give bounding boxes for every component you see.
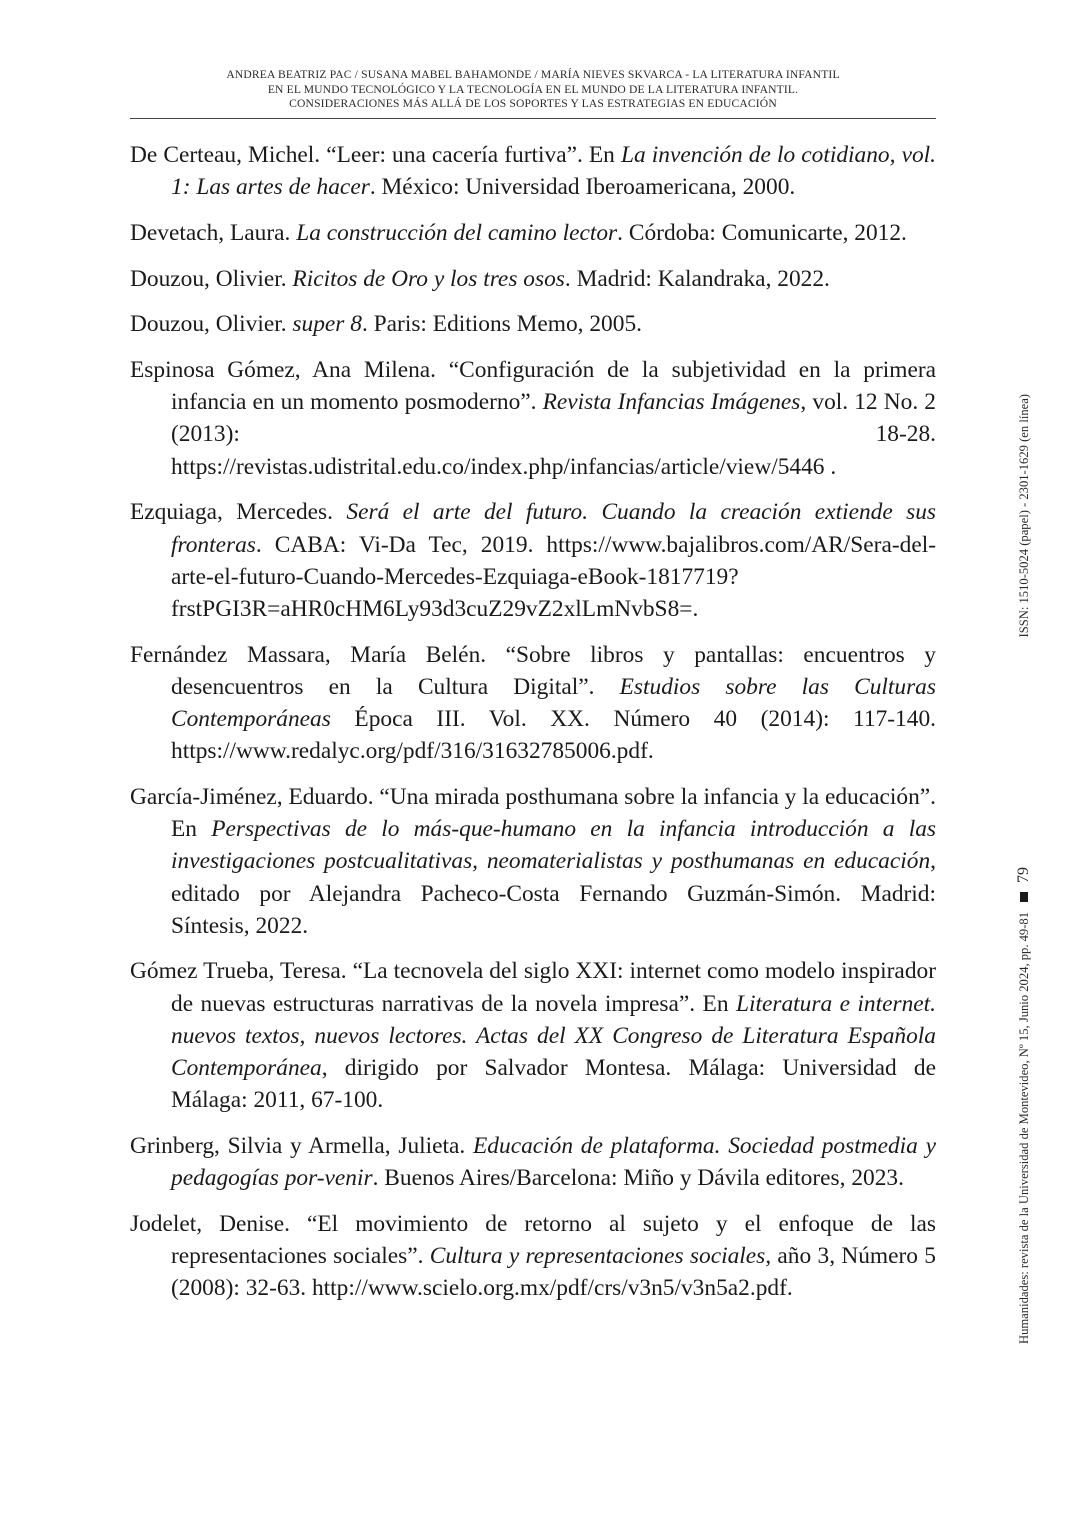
- reference-title: Educación de plataforma. Sociedad postmedia y pedagogías por-venir: [171, 1132, 936, 1192]
- reference-text: , dirigido por Salvador Montesa. Málaga: Universidad de Málaga: 2011, 67-100.: [171, 1055, 936, 1114]
- reference-text: Devetach, Laura.: [130, 219, 297, 246]
- reference-entry: [130, 263, 936, 295]
- reference-text: Ezquiaga, Mercedes.: [130, 499, 347, 526]
- reference-text: Grinberg, Silvia y Armella, Julieta.: [130, 1132, 474, 1159]
- reference-list: [130, 139, 936, 1318]
- reference-entry: [130, 1130, 936, 1194]
- reference-title: Será el arte del futuro. Cuando la creación extiende sus fronteras: [171, 499, 937, 558]
- reference-text: . Córdoba: Comunicarte, 2012.: [617, 219, 907, 246]
- reference-text: Douzou, Olivier.: [130, 311, 293, 338]
- reference-text: , editado por Alejandra Pacheco-Costa Fernando Guzmán-Simón. Madrid: Síntesis, 2022.: [171, 848, 936, 939]
- reference-text: Espinosa Gómez, Ana Milena. “Configuración de la subjetividad en la primera infancia en un momento posmoderno”.: [130, 357, 936, 416]
- reference-title: Literatura e internet. nuevos textos, nuevos lectores. Actas del XX Congreso de Literatura Española Contemporánea: [171, 990, 936, 1082]
- journal-citation: Humanidades: revista de la Universidad de Montevideo, Nº 15, Junio 2024, pp. 49-81: [1017, 911, 1031, 1344]
- page-marker-square: [1020, 892, 1028, 902]
- reference-text: De Certeau, Michel. “Leer: una cacería furtiva”. En: [130, 142, 621, 168]
- reference-text: , vol. 12 No. 2 (2013): 18-28. https://revistas.udistrital.edu.co/index.php/infancias/article/view/5446 .: [171, 389, 936, 480]
- reference-text: Douzou, Olivier.: [130, 265, 293, 292]
- reference-text: . Buenos Aires/Barcelona: Miño y Dávila editores, 2023.: [372, 1165, 904, 1192]
- issn: ISSN: 1510-5024 (papel) - 2301-1629 (en línea): [1017, 394, 1031, 638]
- side-running-footer: [1014, 394, 1034, 1344]
- reference-text: Gómez Trueba, Teresa. “La tecnovela del siglo XXI: internet como modelo inspirador de nuevas estructuras narrativas de la novela impresa”. En: [130, 958, 936, 1017]
- reference-text: Jodelet, Denise. “El movimiento de retorno al sujeto y el enfoque de las representaciones sociales”.: [130, 1210, 936, 1270]
- header-line-1: ANDREA BEATRIZ PAC / SUSANA MABEL BAHAMONDE / MARÍA NIEVES SKVARCA - LA LITERATURA INFANTIL: [226, 68, 840, 81]
- reference-title: Perspectivas de lo más-que-humano en la infancia introducción a las investigaciones postcualitativas, neomaterialistas y posthumanas en educación: [171, 816, 936, 875]
- reference-text: Fernández Massara, María Belén. “Sobre libros y pantallas: encuentros y desencuentros en la Cultura Digital”.: [130, 641, 936, 700]
- reference-text: . CABA: Vi-Da Tec, 2019. https://www.bajalibros.com/AR/Sera-del-arte-el-futuro-Cuando-Mercedes-Ezquiaga-eBook-1817719?frstPGI3R=aHR0cHM6Ly93d3cuZ29vZ2xlLmNvbS8=.: [171, 531, 936, 622]
- reference-text: Época III. Vol. XX. Número 40 (2014): 117-140. https://www.redalyc.org/pdf/316/31632785006.pdf.: [171, 706, 936, 765]
- reference-title: Revista Infancias Imágenes: [542, 389, 801, 416]
- reference-text: . Madrid: Kalandraka, 2022.: [564, 265, 830, 292]
- header-line-3: CONSIDERACIONES MÁS ALLÁ DE LOS SOPORTES Y LAS ESTRATEGIAS EN EDUCACIÓN: [289, 97, 777, 110]
- reference-text: García-Jiménez, Eduardo. “Una mirada posthumana sobre la infancia y la educación”. En: [130, 783, 936, 843]
- reference-entry: [130, 217, 936, 249]
- reference-entry: [130, 308, 936, 340]
- reference-title: Estudios sobre las Culturas Contemporáneas: [171, 673, 936, 733]
- header-line-2: EN EL MUNDO TECNOLÓGICO Y LA TECNOLOGÍA EN EL MUNDO DE LA LITERATURA INFANTIL.: [267, 82, 799, 96]
- reference-entry: [130, 1208, 936, 1305]
- reference-text: año 3, Número 5 (2008): 32-63. http://www.scielo.org.mx/pdf/crs/v3n5/v3n5a2.pdf.: [171, 1243, 936, 1302]
- reference-entry: [130, 639, 936, 768]
- reference-title: La invención de lo cotidiano, vol. 1: Las artes de hacer: [171, 142, 936, 201]
- reference-entry: [130, 354, 936, 483]
- running-header: [130, 68, 936, 112]
- reference-entry: [130, 781, 936, 942]
- reference-text: . Paris: Editions Memo, 2005.: [361, 311, 642, 338]
- header-rule: [130, 118, 936, 119]
- reference-entry: [130, 139, 936, 203]
- reference-text: . México: Universidad Iberoamericana, 2000.: [369, 174, 796, 201]
- reference-title: Ricitos de Oro y los tres osos: [292, 265, 565, 292]
- reference-title: super 8: [292, 311, 362, 338]
- reference-entry: [130, 955, 936, 1116]
- reference-entry: [130, 496, 936, 625]
- reference-title: La construcción del camino lector: [296, 219, 618, 246]
- page-number: 79: [1015, 866, 1032, 883]
- reference-title: Cultura y representaciones sociales,: [429, 1243, 772, 1270]
